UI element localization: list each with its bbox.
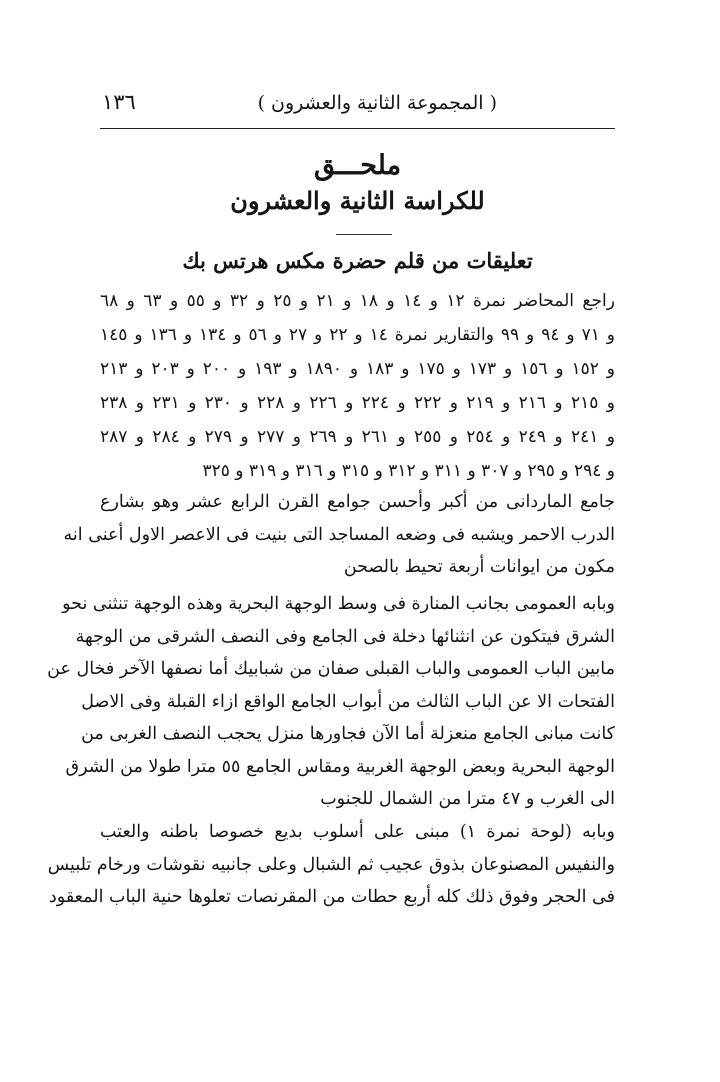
running-title: ( المجموعة الثانية والعشرون ) — [257, 92, 497, 114]
references-line: و ٢٤١ و ٢٤٩ و ٢٥٤ و ٢٥٥ و ٢٦١ و ٢٦٩ و ٢٧٧ و ٢٧٩ و ٢٨٤ و ٢٨٧ — [100, 427, 615, 447]
paragraph-line: فى الحجر وفوق ذلك كله أربع حطات من المقرنصات تعلوها حنية الباب المعقود — [49, 887, 615, 907]
paragraph-mosque-intro — [63, 486, 615, 584]
paragraph-line: الدرب الاحمر ويشبه فى وضعه المساجد التى بنيت فى الاعصر الاول أعنى انه — [63, 524, 615, 545]
header-rule — [100, 128, 615, 129]
paragraph-line: والنفيس المصنوعان بذوق عجيب ثم الشبال وعلى جانبيه نقوشات ورخام تلبيس — [47, 854, 615, 875]
page-number: ١٣٦ — [102, 90, 136, 114]
running-header — [100, 88, 615, 124]
appendix-title: ملحـــق — [313, 150, 402, 181]
paragraph-line: مكون من ايوانات أربعة تحيط بالصحن — [343, 557, 615, 577]
references-line: و ٢٩٤ و ٢٩٥ و ٣٠٧ و ٣١١ و ٣١٢ و ٣١٥ و ٣١٦ و ٣١٩ و ٣٢٥ — [202, 461, 615, 481]
paragraph-line: كانت مبانى الجامع منعزلة أما الآن فجاورها منزل يحجب النصف الغربى من — [81, 724, 615, 744]
section-divider — [336, 234, 392, 235]
paragraph-line: جامع الماردانى من أكبر وأحسن جوامع القرن الرابع عشر وهو بشارع — [100, 492, 615, 512]
paragraph-line: الى الغرب و ٤٧ مترا من الشمال للجنوب — [320, 789, 615, 809]
paragraph-line: وبابه (لوحة نمرة ١) مبنى على أسلوب بديع خصوصا باطنه والعتب — [100, 822, 615, 842]
references-block — [100, 284, 615, 488]
paragraph-line: وبابه العمومى بجانب المنارة فى وسط الوجهة البحرية وهذه الوجهة تنثنى نحو — [62, 594, 615, 614]
paragraph-line: مابين الباب العمومى والباب القبلى صفان من شبابيك أما نصفها الآخر فخال عن — [47, 659, 615, 679]
paragraph-door-description — [47, 816, 615, 914]
paragraph-main-door — [47, 588, 615, 816]
paragraph-line: الوجهة البحرية وبعض الوجهة الغربية ومقاس الجامع ٥٥ مترا طولا من الشرق — [65, 756, 615, 777]
paragraph-line: الشرق فيتكون عن انثنائها دخلة فى الجامع وفى النصف الشرقى من الوجهة — [75, 626, 615, 647]
references-line: راجع المحاضر نمرة ١٢ و ١٤ و ١٨ و ٢١ و ٢٥ و ٣٢ و ٥٥ و ٦٣ و ٦٨ — [100, 291, 615, 311]
appendix-subtitle: للكراسة الثانية والعشرون — [230, 186, 485, 215]
references-line: و ٧١ و ٩٤ و ٩٩ والتقارير نمرة ١٤ و ٢٢ و ٢٧ و ٥٦ و ١٣٤ و ١٣٦ و ١٤٥ — [100, 325, 615, 345]
paragraph-line: الفتحات الا عن الباب الثالث من أبواب الجامع الواقع ازاء القبلة وفى الاصل — [81, 691, 615, 712]
references-line: و ٢١٥ و ٢١٦ و ٢١٩ و ٢٢٢ و ٢٢٤ و ٢٢٦ و ٢٢٨ و ٢٣٠ و ٢٣١ و ٢٣٨ — [100, 393, 615, 413]
comments-heading: تعليقات من قلم حضرة مكس هرتس بك — [182, 248, 533, 273]
references-line: و ١٥٢ و ١٥٦ و ١٧٣ و ١٧٥ و ١٨٣ و ١٨٩٠ و ١٩٣ و ٢٠٠ و ٢٠٣ و ٢١٣ — [100, 359, 615, 379]
